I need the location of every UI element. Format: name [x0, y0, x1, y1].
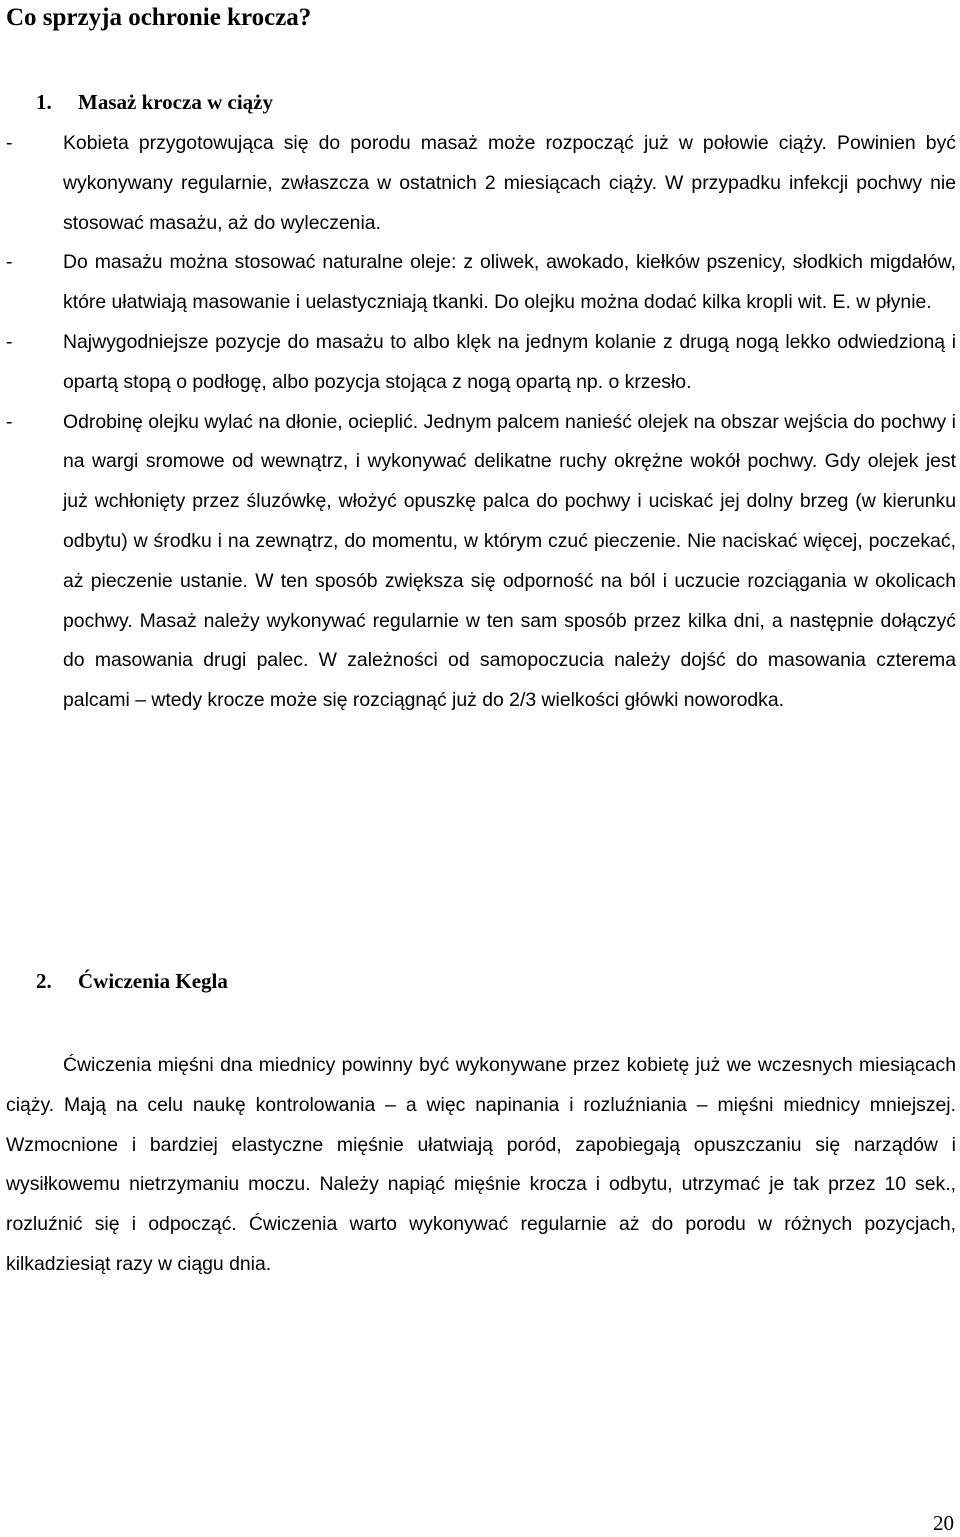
list-item-text: Odrobinę olejku wylać na dłonie, ocieplić. Jednym palcem nanieść olejek na obszar wejścia do pochwy i na wargi sromowe od wewnątrz, i wykonywać delikatne ruchy okrężne wokół pochwy. Gdy olejek jest już wchłonięty przez śluzówkę, włożyć opuszkę palca do pochwy i uciskać jej dolny brzeg (w kierunku odbytu) w środku i na zewnątrz, do momentu, w którym czuć pieczenie. Nie naciskać więcej, poczekać, aż pieczenie ustanie. W ten sposób zwiększa się odporność na ból i uczucie rozciągania w okolicach pochwy. Masaż należy wykonywać regularnie w ten sam sposób przez kilka dni, a następnie dołączyć do masowania drugi palec. W zależności od samopoczucia należy dojść do masowania czterema palcami – wtedy krocze może się rozciągnąć już do 2/3 wielkości główki noworodka.: [63, 410, 956, 712]
section-heading-kegel: [36, 968, 228, 994]
section-number: 2.: [36, 969, 52, 993]
list-item-text: Kobieta przygotowująca się do porodu masaż może rozpocząć już w połowie ciąży. Powinien być wykonywany regularnie, zwłaszcza w ostatnich 2 miesiącach ciąży. W przypadku infekcji pochwy nie stosować masażu, aż do wyleczenia.: [63, 132, 956, 234]
section-number: 1.: [36, 90, 52, 114]
bullet-dash: -: [6, 330, 13, 353]
list-item: [6, 243, 956, 323]
list-item: [6, 124, 956, 243]
list-item: [6, 403, 956, 721]
bullet-dash: -: [6, 410, 13, 433]
page-title: Co sprzyja ochronie krocza?: [6, 4, 312, 31]
kegel-paragraph: Ćwiczenia mięśni dna miednicy powinny być wykonywane przez kobietę już we wczesnych miesiącach ciąży. Mają na celu naukę kontrolowania – a więc napinania i rozluźniania – mięśni miednicy mniejszej. Wzmocnione i bardziej elastyczne mięśnie ułatwiają poród, zapobiegają opuszczaniu się narządów i wysiłkowemu nietrzymaniu moczu. Należy napiąć mięśnie krocza i odbytu, utrzymać je tak przez 10 sek., rozluźnić się i odpocząć. Ćwiczenia warto wykonywać regularnie aż do porodu w różnych pozycjach, kilkadziesiąt razy w ciągu dnia.: [6, 1054, 956, 1275]
list-item-text: Najwygodniejsze pozycje do masażu to albo klęk na jednym kolanie z drugą nogą lekko odwiedzioną i opartą stopą o podłogę, albo pozycja stojąca z nogą opartą np. o krzesło.: [63, 330, 956, 393]
massage-bullet-list: [6, 124, 956, 721]
page-number: 20: [933, 1511, 954, 1535]
section-heading-massage: [36, 89, 273, 115]
section-heading-text: Masaż krocza w ciąży: [78, 90, 273, 114]
list-item: [6, 323, 956, 403]
list-item-text: Do masażu można stosować naturalne oleje: z oliwek, awokado, kiełków pszenicy, słodkich migdałów, które ułatwiają masowanie i uelastyczniają tkanki. Do olejku można dodać kilka kropli wit. E. w płynie.: [63, 251, 956, 314]
bullet-dash: -: [6, 132, 13, 154]
section-heading-text: Ćwiczenia Kegla: [78, 969, 228, 993]
bullet-dash: -: [6, 251, 13, 274]
